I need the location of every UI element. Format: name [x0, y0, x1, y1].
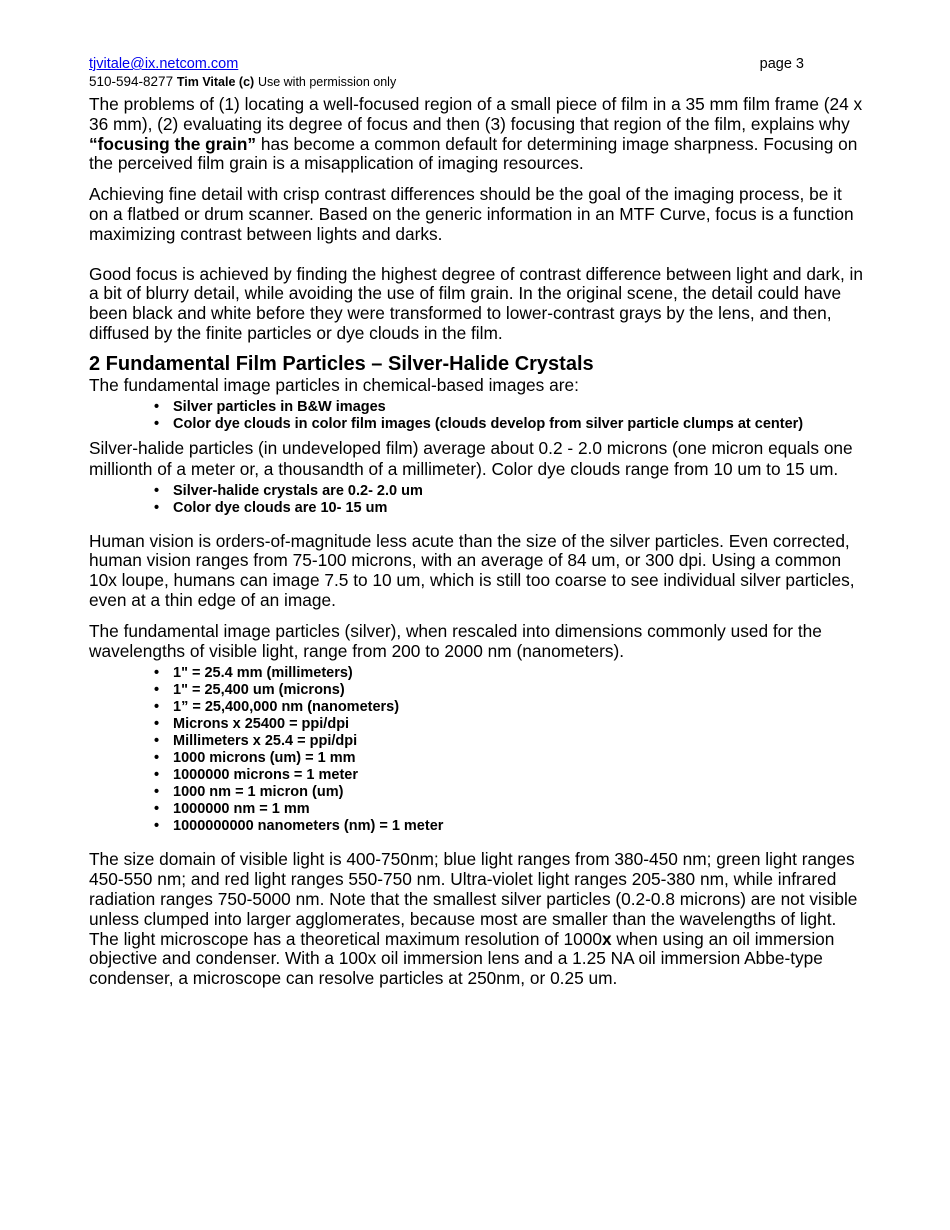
- particle-list: [89, 399, 864, 433]
- list-item: • Silver-halide crystals are 0.2- 2.0 um: [173, 483, 864, 500]
- list-item: • 1000000 nm = 1 mm: [173, 801, 864, 818]
- list-item: • Microns x 25400 = ppi/dpi: [173, 716, 864, 733]
- visible-light-paragraph: [89, 850, 864, 989]
- intro-paragraph-2: Achieving fine detail with crisp contrast differences should be the goal of the imaging process, be it on a flatbed or drum scanner. Based on the generic information in an MTF Curve, focus is a function maximizing contrast between lights and darks.: [89, 184, 854, 244]
- phone-number: 510-594-8277: [89, 74, 174, 89]
- section-lead: The fundamental image particles in chemical-based images are:: [89, 374, 579, 395]
- list-item: • Color dye clouds are 10- 15 um: [173, 500, 864, 517]
- permission-note: Use with permission only: [257, 75, 397, 89]
- author-credit: Tim Vitale (c): [176, 75, 255, 89]
- list-item: • 1000 nm = 1 micron (um): [173, 784, 864, 801]
- header-row: [89, 55, 864, 73]
- list-item: • Color dye clouds in color film images (clouds develop from silver particle clumps at center): [173, 416, 864, 433]
- section-heading: 2 Fundamental Film Particles – Silver-Halide Crystals: [89, 352, 594, 375]
- list-item: • 1000000 microns = 1 meter: [173, 767, 864, 784]
- intro-paragraph-3: Good focus is achieved by finding the highest degree of contrast difference between light and dark, in a bit of blurry detail, while avoiding the use of film grain. In the original scene, the detail could have been black and white before they were transformed to lower-contrast grays by the lens, and then, diffused by the finite particles or dye clouds in the film.: [89, 263, 863, 343]
- header-contact: [89, 73, 864, 91]
- particle-size-paragraph: Silver-halide particles (in undeveloped film) average about 0.2 - 2.0 microns (one micron equals one millionth of a meter or, a thousandth of a millimeter). Color dye clouds range from 10 um to 15 um.: [89, 437, 853, 480]
- unit-conversion-list: [89, 665, 864, 835]
- visible-light-text-b: when using an oil immersion objective and condenser. With a 100x oil immersion lens and a 1.25 NA oil immersion Abbe-type condenser, a microscope can resolve particles at 250nm, or 0.25 um.: [89, 928, 835, 989]
- list-item: • Millimeters x 25.4 = ppi/dpi: [173, 733, 864, 750]
- intro-paragraph-1: [89, 95, 864, 174]
- list-item: • 1" = 25.4 mm (millimeters): [173, 665, 864, 682]
- focusing-the-grain-phrase: “focusing the grain”: [89, 133, 257, 154]
- visible-light-text-a: The size domain of visible light is 400-750nm; blue light ranges from 380-450 nm; green light ranges 450-550 nm; and red light ranges 550-750 nm. Ultra-violet light ranges 205-380 nm, while infrared radiation ranges 750-5000 nm. Note that the smallest silver particles (0.2-0.8 microns) are not visible unless clumped into larger agglomerates, because most are smaller than the wavelengths of light. The light microscope has a theoretical maximum resolution of 1000: [89, 849, 858, 949]
- list-item: • 1” = 25,400,000 nm (nanometers): [173, 699, 864, 716]
- rescale-paragraph: The fundamental image particles (silver), when rescaled into dimensions commonly used for the wavelengths of visible light, range from 200 to 2000 nm (nanometers).: [89, 620, 822, 661]
- page-number: page 3: [759, 56, 804, 72]
- intro-p1-text-b: has become a common default for determining image sharpness. Focusing on the perceived film grain is a misapplication of imaging resources.: [89, 133, 858, 174]
- human-vision-paragraph: Human vision is orders-of-magnitude less acute than the size of the silver particles. Even corrected, human vision ranges from 75-100 microns, with an average of 84 um, or 300 dpi. Using a common 10x loupe, humans can image 7.5 to 10 um, which is still too coarse to see individual silver particles, even at a thin edge of an image.: [89, 530, 855, 610]
- list-item: • Silver particles in B&W images: [173, 399, 864, 416]
- list-item: • 1000 microns (um) = 1 mm: [173, 750, 864, 767]
- list-item: • 1000000000 nanometers (nm) = 1 meter: [173, 818, 864, 835]
- document-page: [89, 55, 864, 989]
- size-list: [89, 483, 864, 517]
- email-link[interactable]: tjvitale@ix.netcom.com: [89, 56, 239, 72]
- intro-p1-text-a: The problems of (1) locating a well-focused region of a small piece of film in a 35 mm film frame (24 x 36 mm), (2) evaluating its degree of focus and then (3) focusing that region of the film, explains why: [89, 94, 863, 134]
- magnification-x: x: [601, 928, 612, 949]
- list-item: • 1" = 25,400 um (microns): [173, 682, 864, 699]
